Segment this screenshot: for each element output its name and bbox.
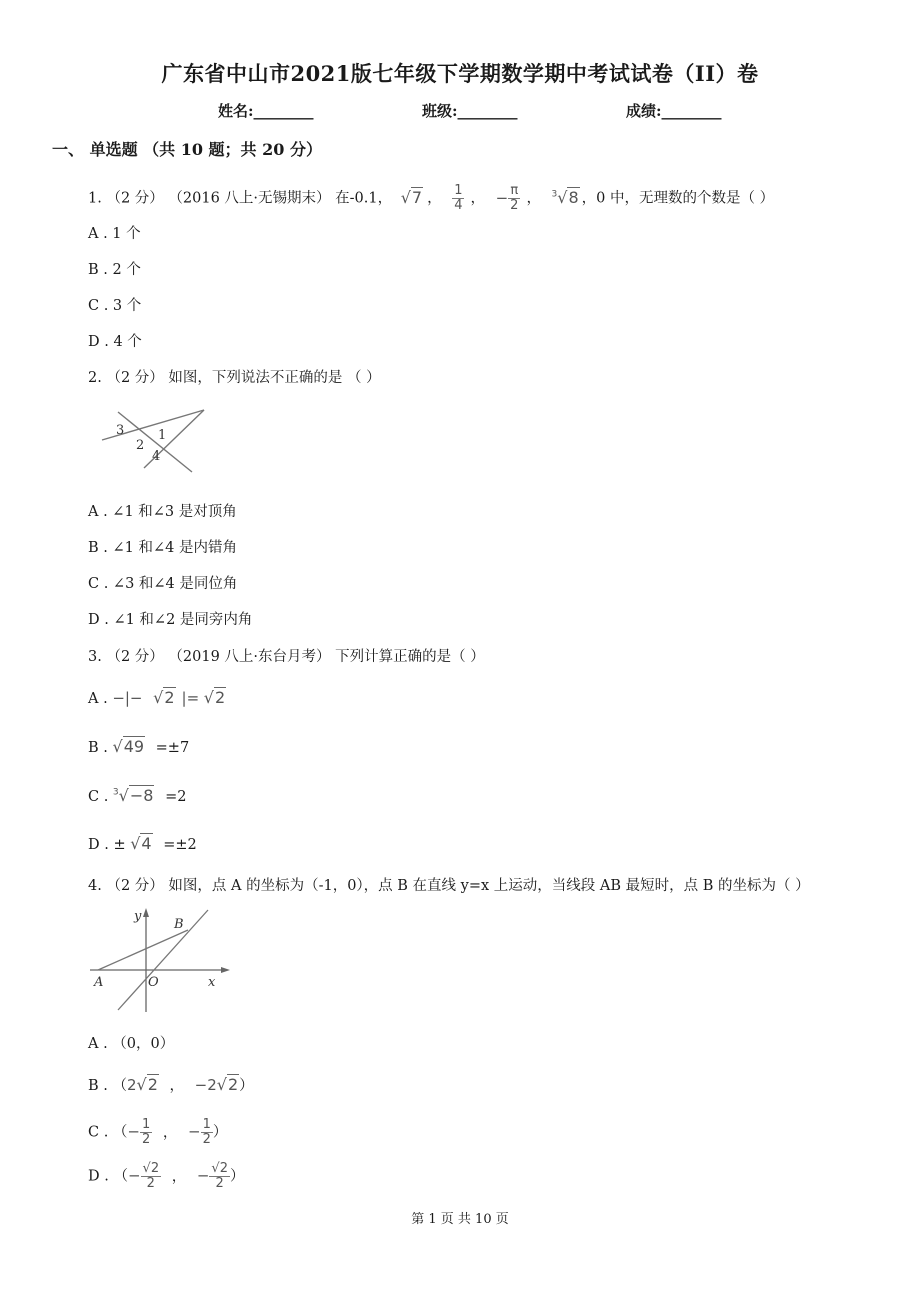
q3-option-c: C . $^3$√−8 =2 xyxy=(88,786,187,805)
q2-option-a: A . ∠1 和∠3 是对顶角 xyxy=(88,504,237,520)
angle-2-label: 2 xyxy=(136,438,145,453)
section-heading: 一、 单选题 （共 10 题；共 20 分） xyxy=(52,140,322,159)
q2-option-b: B . ∠1 和∠4 是内错角 xyxy=(88,540,237,556)
name-field: 姓名:________ xyxy=(218,102,314,120)
page-title: 广东省中山市2021版七年级下学期数学期中考试试卷（II）卷 xyxy=(161,61,759,86)
q3-option-b: B . √49 =±7 xyxy=(88,737,190,756)
x-axis-label: x xyxy=(208,975,216,990)
point-a-label: A xyxy=(94,975,104,990)
origin-label: O xyxy=(148,975,159,990)
score-field: 成绩:________ xyxy=(626,102,722,120)
q1-option-c: C . 3 个 xyxy=(88,298,142,314)
question-2: 2. （2 分） 如图，下列说法不正确的是 （ ） xyxy=(88,370,381,386)
y-axis-label: y xyxy=(134,909,142,924)
angle-4-label: 4 xyxy=(152,449,161,464)
point-b-label: B xyxy=(174,917,184,932)
page-footer: 第 1 页 共 10 页 xyxy=(411,1212,509,1227)
class-field: 班级:________ xyxy=(422,102,518,120)
question-1-lead: 1. （2 分） （2016 八上·无锡期末） 在-0.1， xyxy=(88,190,393,207)
question-4: 4. （2 分） 如图，点 A 的坐标为（-1，0），点 B 在直线 y=x 上运动，当线段 AB 最短时，点 B 的坐标为（ ） xyxy=(88,878,810,894)
fraction-pi-2: $\frac{\pi}{2}$ xyxy=(510,183,519,213)
question-3: 3. （2 分） （2019 八上·东台月考） 下列计算正确的是（ ） xyxy=(88,649,485,665)
q2-option-c: C . ∠3 和∠4 是同位角 xyxy=(88,576,238,592)
question-1: 1. （2 分） （2016 八上·无锡期末） 在-0.1， √7 ， $\frac{1}{4}$ ， − $\frac{\pi}{2}$ ， $^3$√8 ，0 中，无理数的个数是（ ） xyxy=(88,183,775,213)
q1-option-d: D . 4 个 xyxy=(88,334,142,350)
q2-figure xyxy=(100,402,210,484)
q1-option-a: A . 1 个 xyxy=(88,226,141,242)
angle-1-label: 1 xyxy=(158,428,167,443)
question-1-tail: ，0 中，无理数的个数是（ ） xyxy=(581,190,775,207)
q1-option-b: B . 2 个 xyxy=(88,262,141,278)
q3-option-d: D . ± √4 =±2 xyxy=(88,834,197,853)
fraction-1-4: $\frac{1}{4}$ xyxy=(454,183,463,213)
q3-option-a: A . −|− √2 |= √2 xyxy=(88,688,226,707)
cube-root-8: $^3$√8 xyxy=(551,187,579,207)
q4-option-a: A . （0，0） xyxy=(88,1036,175,1052)
q4-coordinate-figure xyxy=(88,902,238,1022)
q2-option-d: D . ∠1 和∠2 是同旁内角 xyxy=(88,612,253,628)
angle-3-label: 3 xyxy=(116,423,125,438)
sqrt-7: √7 xyxy=(400,187,423,207)
q4-option-d: D . （− $\frac{√2}{2}$ ， − $\frac{√2}{2}$ ） xyxy=(88,1161,245,1191)
q4-option-b: B . （2√2 ， −2√2） xyxy=(88,1075,254,1094)
q4-option-c: C . （− $\frac{1}{2}$ ， − $\frac{1}{2}$ ） xyxy=(88,1117,228,1147)
